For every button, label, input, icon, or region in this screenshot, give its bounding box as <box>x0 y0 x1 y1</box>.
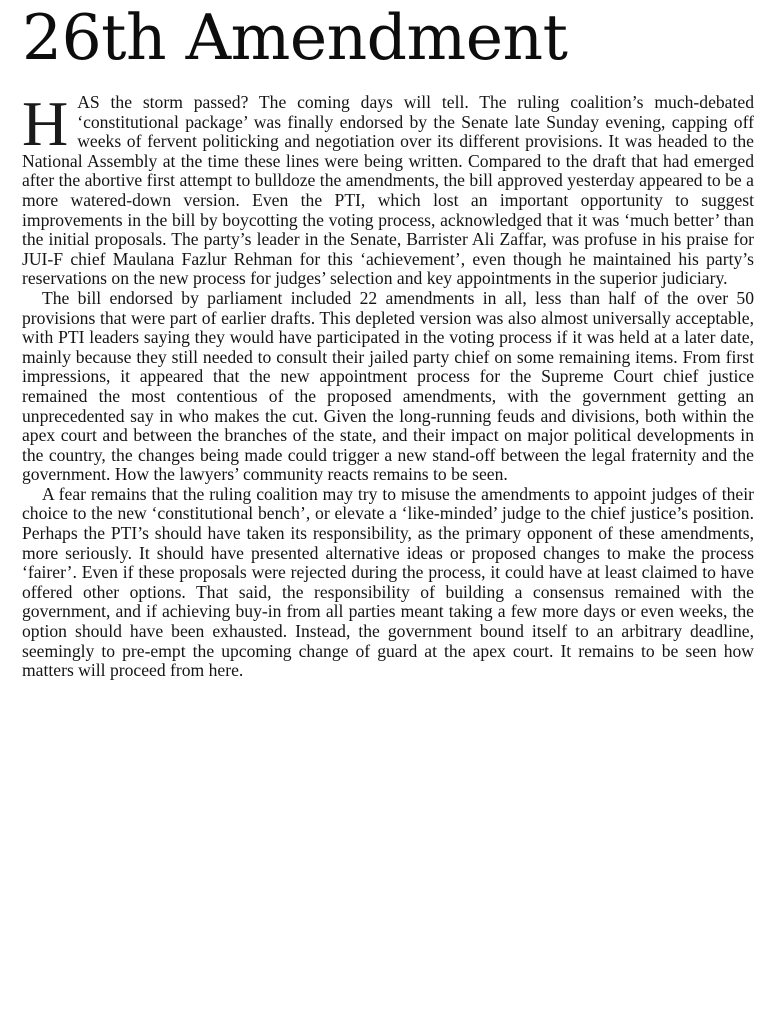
paragraph-1-text: AS the storm passed? The coming days will tell. The ruling coalition’s much-debated ‘constitutional package’ was finally endorsed by the Senate late Sunday evening, capping off weeks of fervent politicking and negotiation over its different provisions. It was headed to the National Assembly at the time these lines were being written. Compared to the draft that had emerged after the abortive first attempt to bulldoze the amendments, the bill approved yesterday appeared to be a more watered-down version. Even the PTI, which lost an important opportunity to suggest improvements in the bill by boycotting the voting process, acknowledged that it was ‘much better’ than the initial proposals. The party’s leader in the Senate, Barrister Ali Zaffar, was profuse in his praise for JUI-F chief Maulana Fazlur Rehman for this ‘achievement’, even though he maintained his party’s reservations on the new process for judges’ selection and key appointments in the superior judiciary. <box>22 92 754 289</box>
paragraph-1 <box>22 88 754 289</box>
article-body <box>22 88 754 681</box>
paragraph-3: A fear remains that the ruling coalition may try to misuse the amendments to appoint judges of their choice to the new ‘constitutional bench’, or elevate a ‘like-minded’ judge to the chief justice’s position. Perhaps the PTI’s should have taken its responsibility, as the primary opponent of these amendments, more seriously. It should have presented alternative ideas or proposed changes to make the process ‘fairer’. Even if these proposals were rejected during the process, it could have at least claimed to have offered other options. That said, the responsibility of building a consensus remained with the government, and if achieving buy-in from all parties meant taking a few more days or even weeks, the option should have been exhausted. Instead, the government bound itself to an arbitrary deadline, seemingly to pre-empt the upcoming change of guard at the apex court. It remains to be seen how matters will proceed from here. <box>22 483 754 681</box>
drop-cap: H <box>22 88 69 159</box>
headline: 26th Amendment <box>22 1 568 74</box>
paragraph-2: The bill endorsed by parliament included 22 amendments in all, less than half of the over 50 provisions that were part of earlier drafts. This depleted version was also almost universally acceptable, with PTI leaders saying they would have participated in the voting process if it was held at a later date, mainly because they still needed to consult their jailed party chief on some remaining items. From first impressions, it appeared that the new appointment process for the Supreme Court chief justice remained the most contentious of the proposed amendments, with the government getting an unprecedented say in who makes the cut. Given the long-running feuds and divisions, both within the apex court and between the branches of the state, and their impact on major political developments in the country, the changes being made could trigger a new stand-off between the legal fraternity and the government. How the lawyers’ community reacts remains to be seen. <box>22 287 754 485</box>
